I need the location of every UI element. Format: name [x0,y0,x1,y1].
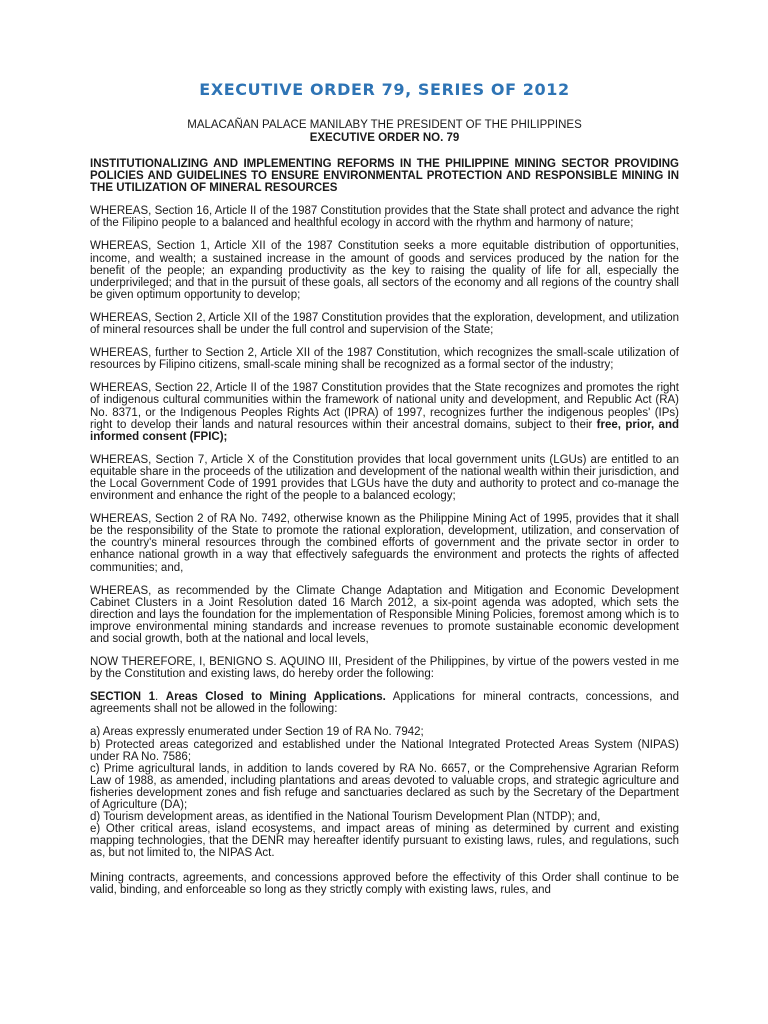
whereas-clause-6: WHEREAS, Section 7, Article X of the Constitution provides that local government units (LGUs) are entitled to an equitable share in the proceeds of the utilization and development of the national wealth within their jurisdiction, and the Local Government Code of 1991 provides that LGUs have the duty and authority to protect and co-manage the environment and enhance the right of the people to a balanced ecology; [90,453,679,503]
list-item: c) Prime agricultural lands, in addition to lands covered by RA No. 6657, or the Comprehensive Agrarian Reform Law of 1988, as amended, including plantations and areas devoted to valuable crops, and strategic agriculture and fisheries development zones and fish refuge and sanctuaries declared as such by the Secretary of the Department of Agriculture (DA); [90,762,679,812]
closed-areas-list [90,726,679,859]
header-issuer-line: MALACAÑAN PALACE MANILABY THE PRESIDENT OF THE PHILIPPINES [187,119,582,131]
whereas-clause-7: WHEREAS, Section 2 of RA No. 7492, otherwise known as the Philippine Mining Act of 1995, provides that it shall be the responsibility of the State to promote the rational exploration, development, utilization, and conservation of the country's mineral resources through the combined efforts of government and the private sector in order to enhance national growth in a way that effectively safeguards the environment and protects the rights of affected communities; and, [90,513,679,574]
section-1-separator: . [155,691,166,704]
whereas-clause-1: WHEREAS, Section 16, Article II of the 1987 Constitution provides that the State shall protect and advance the right of the Filipino people to a balanced and healthful ecology in accord with the rhythm and harmony of nature; [90,205,679,230]
whereas-clause-3: WHEREAS, Section 2, Article XII of the 1987 Constitution provides that the exploration, development, and utilization of mineral resources shall be under the full control and supervision of the State; [90,311,679,337]
section-1-title: Areas Closed to Mining Applications. [165,691,386,704]
section-1-closing: Mining contracts, agreements, and concessions approved before the effectivity of this Order shall continue to be valid, binding, and enforceable so long as they strictly comply with existing laws, rules, and [90,871,679,896]
list-item: d) Tourism development areas, as identified in the National Tourism Development Plan (NTDP); and, [90,811,601,824]
header-order-number: EXECUTIVE ORDER NO. 79 [309,132,460,144]
whereas-ipra-text: WHEREAS, Section 22, Article II of the 1987 Constitution provides that the State recognizes and promotes the right of indigenous cultural communities within the framework of national unity and development, and Republic Act (RA) No. 8371, or the Indigenous Peoples Rights Act (IPRA) of 1997, recognizes further the indigenous peoples' (IPs) right to develop their lands and natural resources within their ancestral domains, subject to their [90,382,679,431]
section-1-intro [90,691,679,715]
list-item: b) Protected areas categorized and established under the National Integrated Protected Areas System (NIPAS) under RA No. 7586; [90,738,679,763]
whereas-clause-8: WHEREAS, as recommended by the Climate Change Adaptation and Mitigation and Economic Development Cabinet Clusters in a Joint Resolution dated 16 March 2012, a six-point agenda was adopted, which sets the direction and lays the foundation for the implementation of Responsible Mining Policies, foremost among which is to improve environmental mining standards and increase revenues to promote sustainable economic development and social growth, both at the national and local levels, [90,584,679,645]
list-item: a) Areas expressly enumerated under Section 19 of RA No. 7942; [90,726,424,739]
document-title: EXECUTIVE ORDER 79, SERIES OF 2012 [199,80,570,99]
list-item: e) Other critical areas, island ecosystems, and impact areas of mining as determined by current and existing mapping technologies, that the DENR may hereafter identify pursuant to existing laws, rules, and regulations, such as, but not limited to, the NIPAS Act. [90,823,679,860]
document-header [90,119,679,145]
section-1-label: SECTION 1 [90,691,156,704]
order-heading: INSTITUTIONALIZING AND IMPLEMENTING REFORMS IN THE PHILIPPINE MINING SECTOR PROVIDING POLICIES AND GUIDELINES TO ENSURE ENVIRONMENTAL PROTECTION AND RESPONSIBLE MINING IN THE UTILIZATION OF MINERAL RESOURCES [90,158,679,195]
fpic-emphasis: free, prior, and informed consent (FPIC); [90,418,679,443]
section-1-text: Applications for mineral contracts, concessions, and agreements shall not be allowed in the following: [90,691,679,716]
now-therefore-clause: NOW THEREFORE, I, BENIGNO S. AQUINO III, President of the Philippines, by virtue of the powers vested in me by the Constitution and existing laws, do hereby order the following: [90,656,679,681]
whereas-clause-5 [90,382,679,442]
whereas-clause-2: WHEREAS, Section 1, Article XII of the 1987 Constitution seeks a more equitable distribution of opportunities, income, and wealth; a sustained increase in the amount of goods and services produced by the nation for the benefit of the people; an expanding productivity as the key to raising the quality of life for all, especially the underprivileged; and that in the pursuit of these goals, all sectors of the economy and all regions of the country shall be given optimum opportunity to develop; [90,240,679,301]
document-body [90,158,679,896]
whereas-clause-4: WHEREAS, further to Section 2, Article XII of the 1987 Constitution, which recognizes the small-scale utilization of resources by Filipino citizens, small-scale mining shall be recognized as a formal sector of the industry; [90,347,679,372]
